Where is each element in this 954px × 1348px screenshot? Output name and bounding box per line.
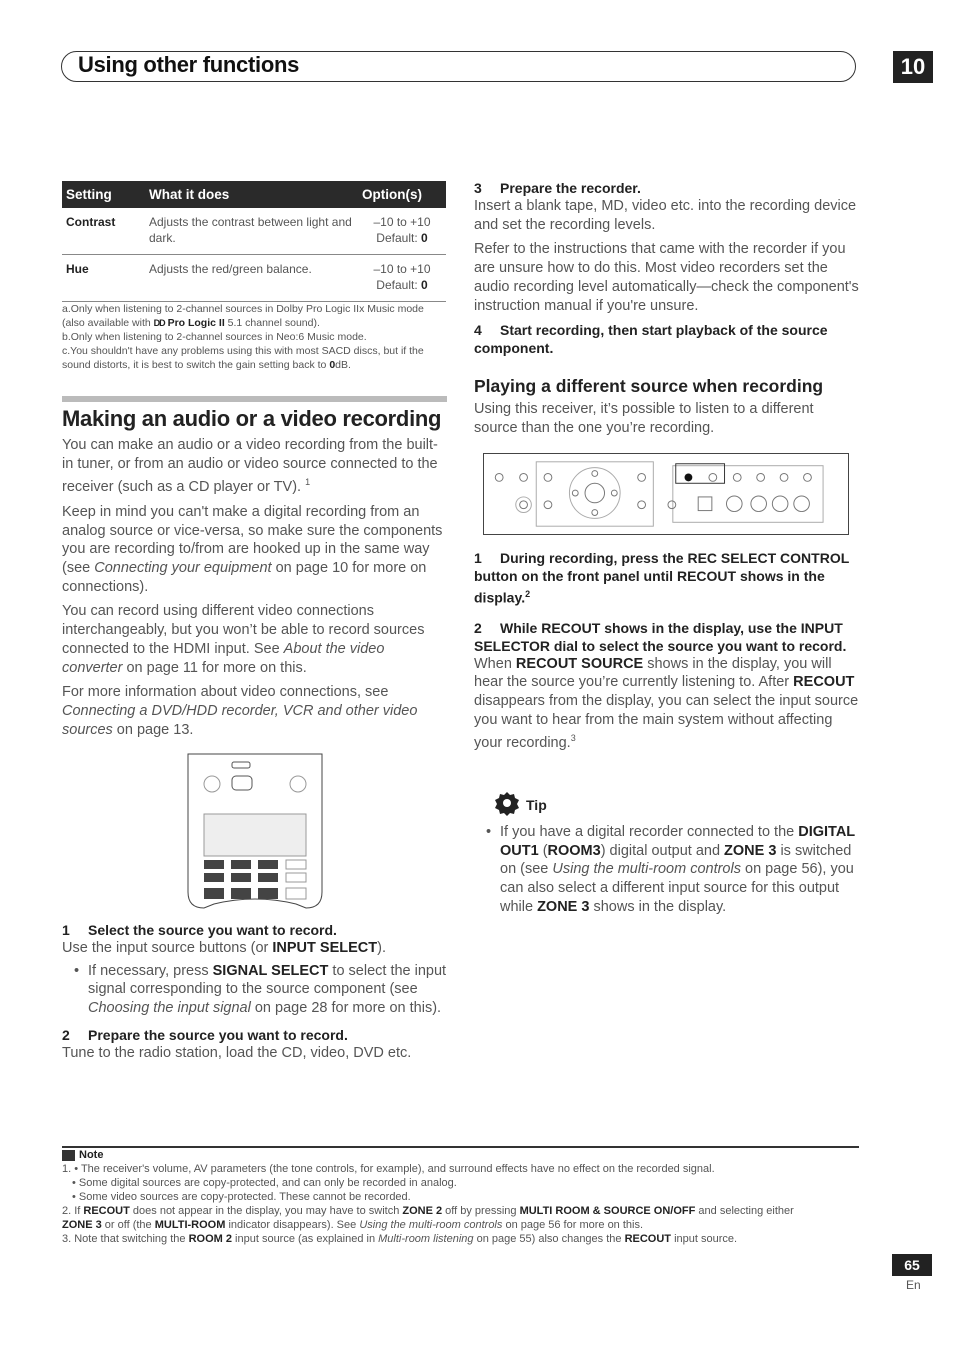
tip-icon — [494, 791, 520, 822]
step-1-body: Use the input source buttons (or INPUT SELECT). — [62, 940, 386, 956]
col-what-it-does: What it does — [145, 181, 358, 208]
settings-table — [62, 181, 446, 302]
section-divider — [62, 396, 447, 402]
table-row — [62, 208, 446, 255]
step-2-body: Tune to the radio station, load the CD, video, DVD etc. — [62, 1044, 412, 1061]
rec-step-1: 1 During recording, press the REC SELECT CONTROL button on the front panel until RECOUT shows in the display.$^2$ — [474, 550, 850, 606]
row-setting: Contrast — [62, 208, 145, 255]
table-header — [62, 181, 446, 208]
front-panel-illustration — [483, 453, 849, 535]
col-options: Option(s) — [358, 181, 446, 208]
subsection-intro: Using this receiver, it’s possible to listen to a different source than the one you’re recording. — [474, 401, 814, 436]
right-steps — [474, 179, 859, 357]
dolby-logo: DD — [153, 318, 165, 328]
recording-steps — [474, 549, 859, 753]
row-desc: Adjusts the red/green balance. — [145, 255, 358, 302]
row-options: –10 to +10 Default: 0 — [358, 208, 446, 255]
col-setting: Setting — [62, 181, 145, 208]
step-4-heading: 4 Start recording, then start playback of the source component. — [474, 322, 828, 357]
tip-label: Tip — [526, 797, 547, 813]
row-options: –10 to +10 Default: 0 — [358, 255, 446, 302]
rec-step-2: 2 While RECOUT shows in the display, use the INPUT SELECTOR dial to select the source you want to record. — [474, 619, 847, 654]
subsection-heading: Playing a different source when recording — [474, 376, 824, 396]
row-desc: Adjusts the contrast between light and dark. — [145, 208, 358, 255]
left-body: You can make an audio or a video recording from the built-in tuner, or from an audio or video source connected to the receiver (such as a CD player or TV). $^1$ Keep in mind you can't make a digital recording from an analog source or vice-versa, so make sure the components you are recording to/from are hooked up in the same way (see Connecting your equipment on page 10 for more on connections). You can record using different video connections interchangeably, but you won’t be able to record sources connected to the HDMI input. See About the video converter on page 11 for more on this. For more information about video connections, see Connecting a DVD/HDD recorder, VCR and other video sources on page 13. — [62, 437, 443, 738]
language-label: En — [906, 1278, 921, 1292]
step-2-heading: 2 Prepare the source you want to record. — [62, 1026, 348, 1043]
remote-control-illustration — [186, 752, 324, 912]
step-3-body: Insert a blank tape, MD, video etc. into the recording device and set the recording levels. Refer to the instructions that came with the recorder if you are unsure how to do this. Most video recorders set the audio recording level automatically—check the component's instruction manual if you're unsure. — [474, 198, 859, 314]
step-3-heading: 3 Prepare the recorder. — [474, 180, 641, 196]
tip-body: • If you have a digital recorder connected to the DIGITAL OUT1 (ROOM3) digital output and ZONE 3 is switched on (see Using the multi-room controls on page 56), you can also select a different input source for this output while ZONE 3 shows in the display. — [486, 824, 855, 915]
row-setting: Hue — [62, 255, 145, 302]
page-number: 65 — [892, 1254, 932, 1276]
step-1-bullet: • If necessary, press SIGNAL SELECT to select the input signal corresponding to the source component (see Choosing the input signal on page 28 for more on this). — [74, 962, 447, 1017]
left-steps — [62, 921, 447, 1063]
note-section: Note 1. • The receiver's volume, AV parameters (the tone controls, for example), and surround effects have no effect on the recorded signal. • Some digital sources are copy-protected, and can only be recorded in analog. • Some video sources are copy-protected. These cannot be recorded. 2. If RECOUT does not appear in the display, you may have to switch ZONE 2 off by pressing MULTI ROOM & SOURCE ON/OFF and selecting either ZONE 3 or off (the MULTI-ROOM indicator disappears). See Using the multi-room controls on page 56 for more on this. 3. Note that switching the ROOM 2 input source (as explained in Multi-room listening on page 55) also changes the RECOUT input source. — [62, 1149, 794, 1245]
rec-step-2-body: When RECOUT SOURCE shows in the display, you will hear the source you’re currently listening to. After RECOUT disappears from the display, you can select the input source you want to hear from the main system without affecting your recording.$^3$ — [474, 655, 859, 752]
section-heading: Making an audio or a video recording — [62, 406, 442, 431]
step-1-heading: 1 Select the source you want to record. — [62, 922, 337, 938]
chapter-number: 10 — [893, 51, 933, 83]
table-footnotes: a.Only when listening to 2-channel sources in Dolby Pro Logic IIx Music mode (also available with DD Pro Logic II 5.1 channel sound). b.Only when listening to 2-channel sources in Neo:6 Music mode. c.You shouldn't have any problems using this with most SACD discs, but if the sound distorts, it is best to switch the gain setting back to 0dB. — [62, 301, 446, 372]
note-icon — [62, 1150, 75, 1161]
page-title: Using other functions — [78, 52, 300, 77]
table-row — [62, 255, 446, 302]
